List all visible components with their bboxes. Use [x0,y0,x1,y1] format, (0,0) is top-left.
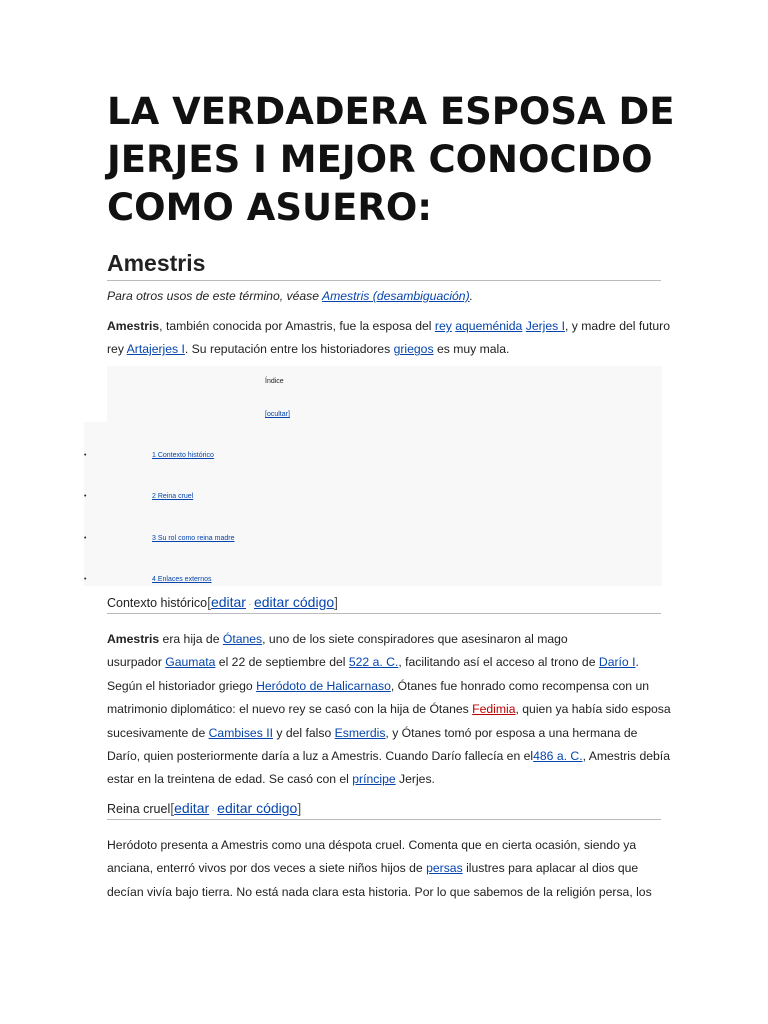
intro-text: es muy mala. [433,342,510,357]
hatnote-line [107,285,667,308]
intro-text: rey [107,342,127,357]
link-otanes[interactable]: Ótanes [222,632,263,646]
link-cambises[interactable]: Cambises II [208,725,273,740]
text-line: Heródoto presenta a Amestris como una déspota cruel. Comenta que en cierta ocasión, siendo ya [107,838,637,852]
text: , Ótanes fue honrado como recompensa con un [390,678,650,693]
article-heading: Amestris [107,250,661,281]
text: , quien ya había sido esposa [515,702,671,717]
link-aquemenida[interactable]: aqueménida [455,319,523,333]
text: era hija de [159,632,223,646]
table-of-contents [107,366,662,586]
text-line [107,768,667,791]
toc-background [84,422,107,586]
toc-item-enlaces[interactable]: 4 Enlaces externos [152,576,212,583]
text: y del falso [272,725,335,740]
text: el 22 de septiembre del [215,655,349,670]
text: Según el historiador griego [107,678,257,693]
text: , Amestris debía [582,748,670,763]
edit-bracket-close: ] [297,800,302,816]
reina-cruel-paragraph [107,834,667,904]
link-griegos[interactable]: griegos [393,342,434,357]
text: ilustres para aplacar al dios que [462,861,639,876]
edit-link[interactable]: editar [210,594,246,610]
intro-paragraph [107,315,671,362]
text: , y Ótanes tomó por esposa a una hermana de [385,725,638,740]
toc-bullet: • [84,493,87,500]
text: sucesivamente de [107,725,209,740]
page-title: LA VERDADERA ESPOSA DE JERJES I MEJOR CONOCIDO COMO ASUERO: [107,90,675,229]
text: Darío, quien posteriormente daría a luz a Amestris. Cuando Darío fallecía en el [107,748,534,763]
hatnote-text-end: . [469,289,474,303]
text: , uno de los siete conspiradores que asesinaron al mago [262,632,568,646]
edit-bracket-open: [ [207,594,211,610]
link-herodoto[interactable]: Heródoto de Halicarnaso [256,678,391,693]
link-persas[interactable]: persas [426,861,463,876]
link-artajerjes[interactable]: Artajerjes I [126,342,185,357]
intro-text: , y madre del futuro [565,319,671,333]
text-line [107,628,667,651]
text-line [107,651,667,674]
toc-bullet: • [84,452,87,459]
section-title: Contexto histórico [107,596,208,610]
toc-bullet: • [84,576,87,583]
intro-text: , también conocida por Amastris, fue la esposa del [159,319,435,333]
link-jerjes[interactable]: Jerjes I [525,319,566,333]
text-line [107,698,671,721]
edit-code-link[interactable]: editar código [217,800,298,816]
contexto-paragraph [107,628,671,792]
toc-item-reina-madre[interactable]: 3 Su rol como reina madre [152,535,235,542]
edit-separator: · [209,805,218,815]
hatnote [107,285,667,308]
link-esmerdis[interactable]: Esmerdis [334,725,386,740]
hatnote-text: Para otros usos de este término, véase [107,289,322,303]
edit-code-link[interactable]: editar código [253,594,335,610]
text: Jerjes. [395,772,435,787]
text-line [107,675,667,698]
edit-link[interactable]: editar [174,800,210,816]
disambiguation-link[interactable]: Amestris (desambiguación) [321,289,470,303]
text: anciana, enterró vivos por dos veces a siete niños hijos de [107,861,427,876]
link-gaumata[interactable]: Gaumata [165,655,216,670]
text: matrimonio diplomático: el nuevo rey se casó con la hija de Ótanes [107,702,473,717]
section-heading-reina-cruel [107,800,661,820]
toc-title: Índice [265,378,284,385]
intro-line-1 [107,315,671,338]
section-title: Reina cruel [107,802,171,816]
intro-text: . Su reputación entre los historiadores [184,342,394,357]
bold-name: Amestris [107,632,160,646]
text: . [635,655,639,670]
link-522[interactable]: 522 a. C. [348,655,399,670]
text-line [107,722,667,745]
toc-toggle-link[interactable]: [ocultar] [265,411,290,418]
edit-bracket-close: ] [334,594,339,610]
link-rey[interactable]: rey [434,319,452,333]
link-fedimia[interactable]: Fedimia [472,702,516,717]
text-line [107,745,670,768]
link-486[interactable]: 486 a. C. [533,748,583,763]
edit-bracket-open: [ [170,800,175,816]
link-dario[interactable]: Darío I [598,655,636,670]
text: , facilitando así el acceso al trono de [398,655,599,670]
toc-bullet: • [84,535,87,542]
edit-separator: · [245,599,254,609]
text-line [107,857,667,880]
intro-bold-name: Amestris [107,319,160,333]
section-heading-contexto [107,594,661,614]
text: estar en la treintena de edad. Se casó con el [107,772,353,787]
intro-line-2 [107,338,667,361]
toc-item-contexto[interactable]: 1 Contexto histórico [152,452,214,459]
toc-item-reina-cruel[interactable]: 2 Reina cruel [152,493,194,500]
text-line: decían vivía bajo tierra. No está nada clara esta historia. Por lo que sabemos de la religión persa, los [107,884,652,899]
text: usurpador [107,655,166,670]
link-principe[interactable]: príncipe [352,772,396,787]
